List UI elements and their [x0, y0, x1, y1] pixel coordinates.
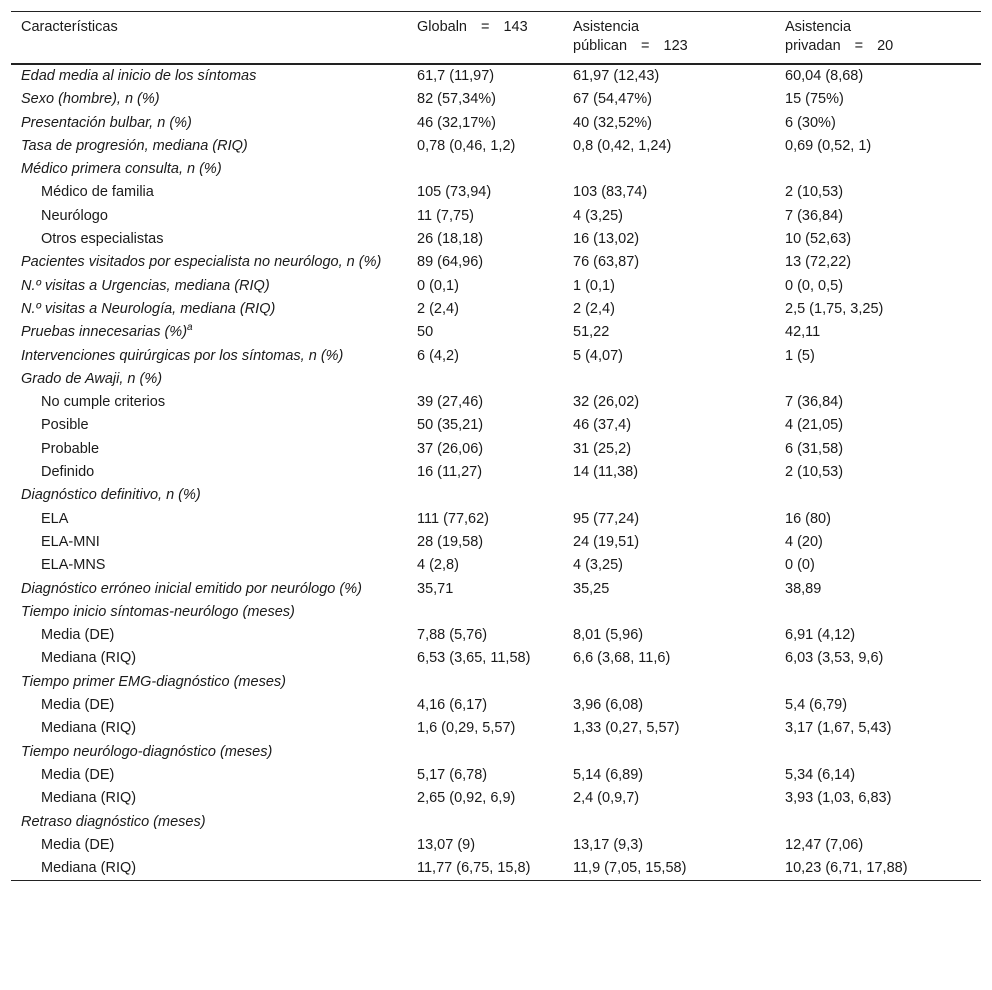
- cell-public: 51,22: [573, 324, 610, 341]
- row-label: N.º visitas a Urgencias, mediana (RIQ): [21, 277, 270, 294]
- cell-private: 60,04 (8,68): [785, 68, 864, 84]
- cell-private: [775, 484, 981, 507]
- table-row: [11, 88, 981, 111]
- table-row: [11, 811, 981, 834]
- row-label: Tiempo inicio síntomas-neurólogo (meses): [21, 603, 295, 620]
- cell-public: 5,14 (6,89): [573, 766, 644, 783]
- row-label: Presentación bulbar, n (%): [21, 114, 192, 131]
- cell-global: 2,65 (0,92, 6,9): [417, 790, 516, 807]
- cell-global: 0,78 (0,46, 1,2): [417, 137, 516, 154]
- table-row: [11, 647, 981, 670]
- row-label: Grado de Awaji, n (%): [21, 370, 163, 387]
- cell-global: [407, 158, 563, 181]
- table-row: [11, 112, 981, 135]
- row-label: Media (DE): [41, 697, 115, 714]
- cell-public: [563, 811, 775, 834]
- table-body: [11, 64, 981, 881]
- table-row: [11, 251, 981, 274]
- cell-private: [775, 811, 981, 834]
- cell-private: 4 (21,05): [785, 417, 844, 434]
- header-characteristics: Características: [21, 19, 118, 35]
- table-row: [11, 624, 981, 647]
- row-label: Tiempo neurólogo-diagnóstico (meses): [21, 743, 273, 760]
- cell-public: 32 (26,02): [573, 394, 640, 411]
- table-row: [11, 181, 981, 204]
- row-label: Mediana (RIQ): [41, 790, 137, 807]
- cell-global: 105 (73,94): [417, 184, 492, 201]
- cell-public: [563, 741, 775, 764]
- cell-private: 2,5 (1,75, 3,25): [785, 300, 884, 317]
- cell-private: 0 (0): [785, 557, 815, 574]
- characteristics-table: [11, 11, 981, 881]
- table-row: [11, 834, 981, 857]
- cell-global: 4,16 (6,17): [417, 697, 488, 714]
- row-label: Intervenciones quirúrgicas por los síntomas, n (%): [21, 347, 344, 364]
- row-label: Sexo (hombre), n (%): [21, 91, 160, 108]
- row-label: ELA-MNI: [41, 533, 100, 550]
- table-row: [11, 741, 981, 764]
- cell-public: 24 (19,51): [573, 533, 640, 550]
- table-row: [11, 578, 981, 601]
- cell-private: 6,03 (3,53, 9,6): [785, 650, 884, 667]
- header-row: [11, 12, 981, 65]
- cell-global: [407, 811, 563, 834]
- row-label: Media (DE): [41, 766, 115, 783]
- table-row: [11, 601, 981, 624]
- cell-private: 5,4 (6,79): [785, 697, 848, 714]
- table-row: [11, 205, 981, 228]
- table-container: [11, 11, 981, 881]
- cell-private: 6,91 (4,12): [785, 627, 856, 644]
- cell-public: 40 (32,52%): [573, 114, 652, 131]
- cell-private: 2 (10,53): [785, 184, 844, 201]
- table-row: [11, 391, 981, 414]
- cell-global: 37 (26,06): [417, 440, 484, 457]
- cell-public: 46 (37,4): [573, 417, 632, 434]
- row-label: Posible: [41, 417, 89, 434]
- table-row: [11, 461, 981, 484]
- table-row: [11, 671, 981, 694]
- cell-public: 14 (11,38): [573, 464, 639, 481]
- cell-global: 39 (27,46): [417, 394, 484, 411]
- cell-global: 5,17 (6,78): [417, 766, 488, 783]
- cell-global: 6,53 (3,65, 11,58): [417, 650, 531, 667]
- table-row: [11, 531, 981, 554]
- cell-private: [775, 368, 981, 391]
- cell-public: 5 (4,07): [573, 347, 623, 364]
- cell-global: 1,6 (0,29, 5,57): [417, 720, 516, 737]
- row-label: Diagnóstico erróneo inicial emitido por neurólogo (%): [21, 580, 362, 597]
- cell-private: 6 (31,58): [785, 440, 844, 457]
- row-label: Retraso diagnóstico (meses): [21, 813, 206, 830]
- cell-private: [775, 158, 981, 181]
- cell-global: 7,88 (5,76): [417, 627, 488, 644]
- table-row: [11, 554, 981, 577]
- cell-private: 7 (36,84): [785, 394, 844, 411]
- cell-global: 50: [417, 324, 434, 341]
- cell-private: 15 (75%): [785, 91, 844, 108]
- cell-public: 67 (54,47%): [573, 91, 652, 108]
- cell-private: 5,34 (6,14): [785, 766, 856, 783]
- cell-private: 10 (52,63): [785, 231, 852, 248]
- cell-global: 11 (7,75): [417, 207, 474, 224]
- cell-private: [775, 671, 981, 694]
- cell-public: 6,6 (3,68, 11,6): [573, 650, 671, 667]
- table-row: [11, 321, 981, 344]
- cell-private: 10,23 (6,71, 17,88): [785, 860, 908, 877]
- cell-public: 31 (25,2): [573, 440, 632, 457]
- cell-global: 0 (0,1): [417, 277, 459, 294]
- cell-private: 6 (30%): [785, 114, 836, 131]
- table-row: [11, 275, 981, 298]
- cell-public: 95 (77,24): [573, 510, 640, 527]
- cell-public: 1 (0,1): [573, 277, 615, 294]
- cell-public: [563, 671, 775, 694]
- table-row: [11, 508, 981, 531]
- row-label: Tiempo primer EMG-diagnóstico (meses): [21, 673, 286, 690]
- row-label: Media (DE): [41, 836, 115, 853]
- row-label: Pacientes visitados por especialista no neurólogo, n (%): [21, 254, 382, 271]
- cell-private: 0,69 (0,52, 1): [785, 137, 872, 154]
- table-row: [11, 484, 981, 507]
- row-label: N.º visitas a Neurología, mediana (RIQ): [21, 300, 276, 317]
- row-label: Edad media al inicio de los síntomas: [21, 68, 257, 84]
- cell-global: [407, 484, 563, 507]
- cell-public: 4 (3,25): [573, 557, 623, 574]
- cell-private: 13 (72,22): [785, 254, 852, 271]
- table-row: [11, 414, 981, 437]
- cell-private: 2 (10,53): [785, 464, 844, 481]
- cell-global: 89 (64,96): [417, 254, 484, 271]
- header-global: Globaln = 143: [417, 19, 528, 35]
- cell-private: 3,17 (1,67, 5,43): [785, 720, 892, 737]
- cell-private: 42,11: [785, 324, 821, 341]
- cell-private: 12,47 (7,06): [785, 836, 864, 853]
- table-row: [11, 345, 981, 368]
- cell-private: [775, 741, 981, 764]
- cell-public: 103 (83,74): [573, 184, 648, 201]
- cell-global: 26 (18,18): [417, 231, 484, 248]
- table-row: [11, 64, 981, 88]
- row-label: Pruebas innecesarias (%)$^a$: [21, 322, 193, 341]
- cell-private: 1 (5): [785, 347, 815, 364]
- cell-global: 61,7 (11,97): [417, 68, 495, 84]
- cell-private: 38,89: [785, 580, 822, 597]
- cell-public: [563, 601, 775, 624]
- cell-public: 8,01 (5,96): [573, 627, 644, 644]
- cell-public: [563, 158, 775, 181]
- row-label: Médico primera consulta, n (%): [21, 161, 222, 178]
- row-label: Tasa de progresión, mediana (RIQ): [21, 137, 248, 154]
- table-row: [11, 298, 981, 321]
- cell-private: 16 (80): [785, 510, 831, 527]
- cell-private: [775, 601, 981, 624]
- header-public: Asistencia públican = 123: [573, 19, 688, 54]
- cell-public: [563, 484, 775, 507]
- row-label: Mediana (RIQ): [41, 720, 137, 737]
- cell-global: 11,77 (6,75, 15,8): [417, 860, 531, 877]
- cell-public: 2 (2,4): [573, 300, 615, 317]
- cell-public: 76 (63,87): [573, 254, 640, 271]
- cell-global: 16 (11,27): [417, 464, 483, 481]
- cell-public: 61,97 (12,43): [573, 68, 660, 84]
- table-header: [11, 12, 981, 65]
- table-row: [11, 438, 981, 461]
- cell-private: 4 (20): [785, 533, 823, 550]
- cell-global: [407, 741, 563, 764]
- cell-global: 6 (4,2): [417, 347, 459, 364]
- table-row: [11, 368, 981, 391]
- cell-private: 3,93 (1,03, 6,83): [785, 790, 892, 807]
- footnote-marker: a: [187, 322, 193, 334]
- table-row: [11, 694, 981, 717]
- row-label: No cumple criterios: [41, 394, 166, 411]
- row-label: Mediana (RIQ): [41, 860, 137, 877]
- cell-global: [407, 601, 563, 624]
- cell-public: 4 (3,25): [573, 207, 623, 224]
- cell-global: 111 (77,62): [417, 510, 490, 527]
- header-private: Asistencia privadan = 20: [785, 19, 894, 54]
- table-row: [11, 717, 981, 740]
- table-row: [11, 764, 981, 787]
- table-row: [11, 787, 981, 810]
- row-label: ELA: [41, 510, 69, 527]
- cell-public: 13,17 (9,3): [573, 836, 644, 853]
- cell-public: 1,33 (0,27, 5,57): [573, 720, 680, 737]
- cell-global: 46 (32,17%): [417, 114, 496, 131]
- table-row: [11, 857, 981, 881]
- table-row: [11, 228, 981, 251]
- row-label: Otros especialistas: [41, 231, 164, 248]
- cell-global: 13,07 (9): [417, 836, 476, 853]
- row-label: Médico de familia: [41, 184, 154, 201]
- cell-global: 28 (19,58): [417, 533, 484, 550]
- row-label: Mediana (RIQ): [41, 650, 137, 667]
- cell-global: 2 (2,4): [417, 300, 459, 317]
- cell-private: 0 (0, 0,5): [785, 277, 844, 294]
- cell-global: 35,71: [417, 580, 454, 597]
- row-label: ELA-MNS: [41, 557, 106, 574]
- cell-global: [407, 671, 563, 694]
- row-label: Neurólogo: [41, 207, 108, 224]
- cell-public: [563, 368, 775, 391]
- cell-public: 16 (13,02): [573, 231, 640, 248]
- cell-global: [407, 368, 563, 391]
- table-row: [11, 158, 981, 181]
- cell-global: 4 (2,8): [417, 557, 459, 574]
- cell-public: 35,25: [573, 580, 610, 597]
- cell-private: 7 (36,84): [785, 207, 844, 224]
- table-row: [11, 135, 981, 158]
- cell-public: 3,96 (6,08): [573, 697, 644, 714]
- cell-public: 0,8 (0,42, 1,24): [573, 137, 672, 154]
- cell-public: 2,4 (0,9,7): [573, 790, 640, 807]
- cell-public: 11,9 (7,05, 15,58): [573, 860, 687, 877]
- row-label: Definido: [41, 464, 95, 481]
- row-label: Diagnóstico definitivo, n (%): [21, 487, 201, 504]
- row-label: Media (DE): [41, 627, 115, 644]
- cell-global: 50 (35,21): [417, 417, 484, 434]
- cell-global: 82 (57,34%): [417, 91, 496, 108]
- row-label: Probable: [41, 440, 100, 457]
